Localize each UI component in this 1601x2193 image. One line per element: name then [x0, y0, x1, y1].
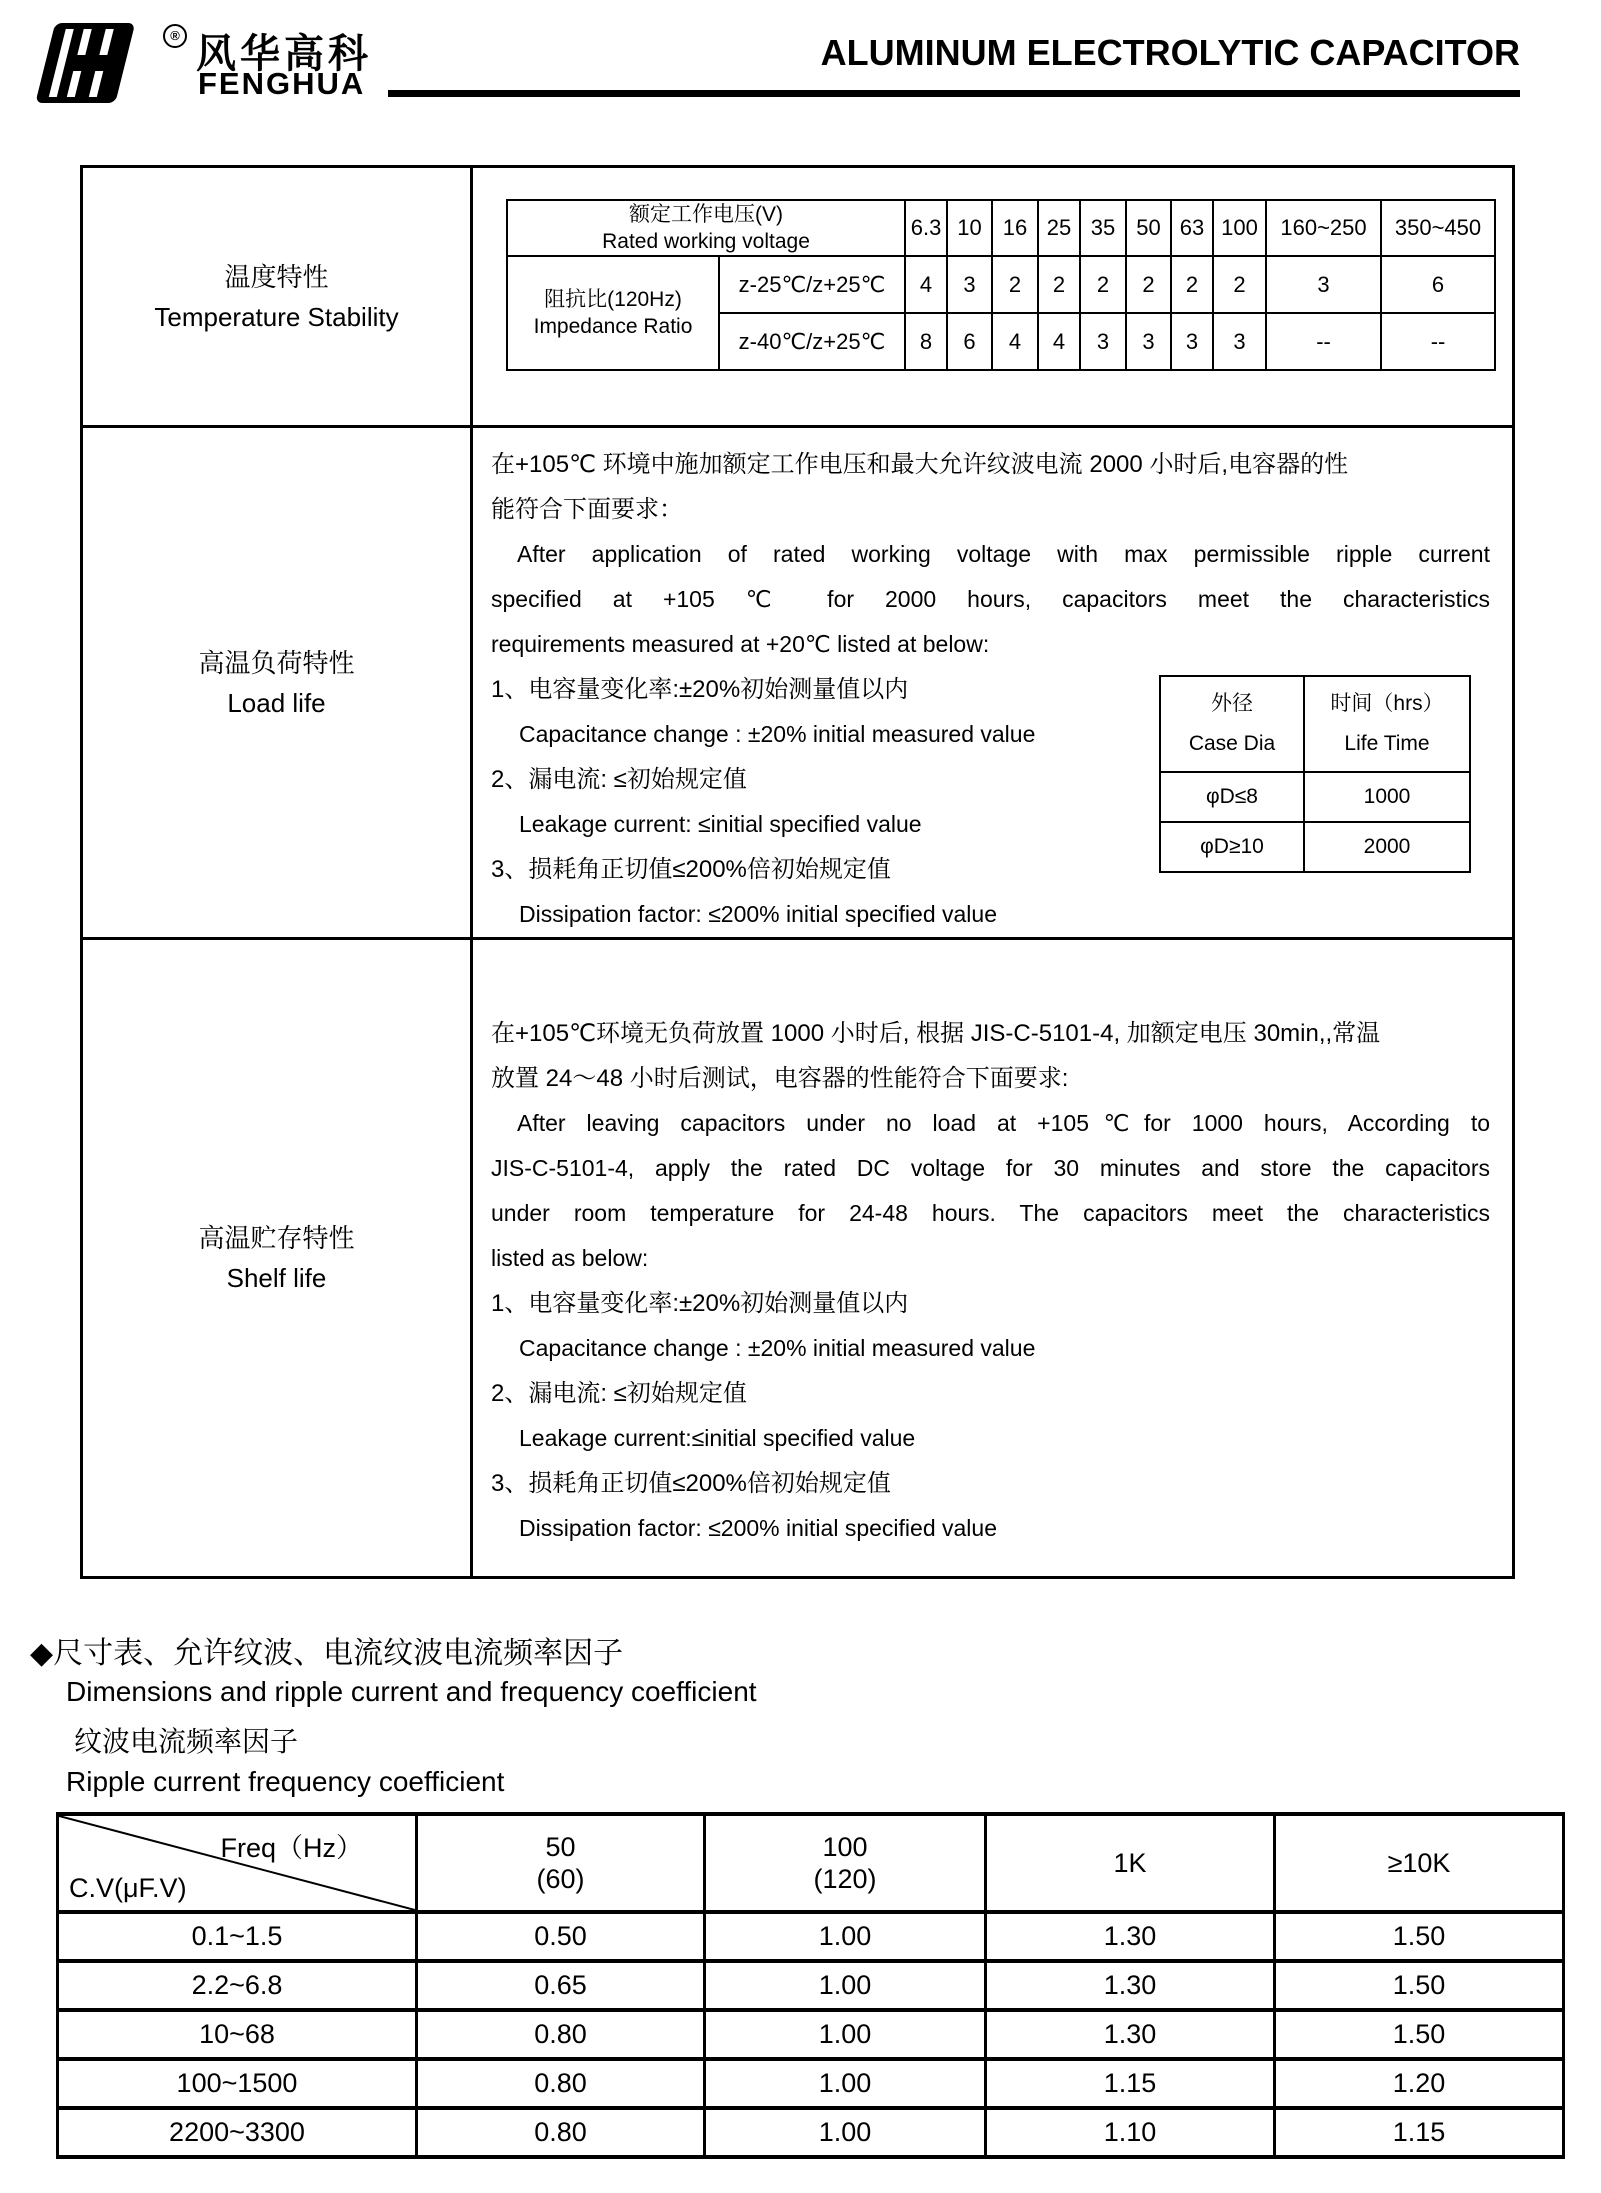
section-heading-en: Dimensions and ripple current and frequency coefficient — [66, 1676, 757, 1707]
coefficient-cell: 1.30 — [986, 1961, 1275, 2010]
life-time-header-cn: 时间（hrs） — [1330, 692, 1444, 715]
shelf-life-label — [82, 939, 472, 1578]
load-life-label-cn: 高温负荷特性 — [198, 647, 355, 678]
case-dia-header-en: Case Dia — [1188, 732, 1276, 755]
cv-range-cell: 100~1500 — [58, 2059, 417, 2108]
freq-col-header-line: 100 — [822, 1832, 868, 1862]
ratio-value: 2 — [1171, 256, 1213, 313]
cv-range-cell: 2200~3300 — [58, 2108, 417, 2157]
coefficient-cell: 1.50 — [1275, 1961, 1564, 2010]
ripple-frequency-table — [56, 1812, 1565, 2159]
voltage-col-header: 63 — [1171, 200, 1213, 256]
voltage-col-header: 50 — [1126, 200, 1171, 256]
voltage-col-header: 6.3 — [905, 200, 947, 256]
shelf-life-line: 1、电容量变化率:±20%初始测量值以内 — [491, 1290, 909, 1317]
ratio-value: 3 — [1266, 256, 1381, 313]
ratio-value: 4 — [1038, 313, 1080, 370]
freq-col-header-line: (60) — [536, 1864, 585, 1894]
title-rule — [388, 90, 1520, 97]
temperature-row — [82, 167, 1514, 427]
coefficient-cell: 0.50 — [417, 1912, 705, 1961]
freq-axis-label: Freq（Hz） — [220, 1833, 363, 1863]
shelf-life-line: JIS-C-5101-4, apply the rated DC voltage for 30 minutes and store the capacitors — [491, 1155, 1490, 1181]
coefficient-cell: 1.30 — [986, 2010, 1275, 2059]
company-name-cn: 风华高科 — [196, 32, 372, 76]
ratio-value: -- — [1381, 313, 1495, 370]
load-life-label-en: Load life — [227, 687, 326, 718]
freq-data-row — [58, 1961, 1564, 2010]
ratio-value: 3 — [1213, 313, 1266, 370]
load-life-line: Capacitance change : ±20% initial measured value — [519, 721, 1036, 747]
life-time-header — [1304, 676, 1470, 772]
section-subheading-cn: 纹波电流频率因子 — [74, 1726, 299, 1757]
life-time-header-row — [1160, 676, 1470, 772]
coefficient-cell: 1.00 — [705, 2108, 986, 2157]
impedance-ratio-table — [506, 199, 1496, 371]
voltage-col-header: 350~450 — [1381, 200, 1495, 256]
cv-axis-label: C.V(μF.V) — [69, 1873, 187, 1903]
freq-col-header-line: ≥10K — [1387, 1848, 1451, 1878]
rated-voltage-header-en: Rated working voltage — [602, 230, 810, 253]
load-life-line: 2、漏电流: ≤初始规定值 — [491, 766, 747, 793]
section-subheading-en: Ripple current frequency coefficient — [66, 1766, 505, 1797]
company-name-en: FENGHUA — [198, 66, 366, 101]
freq-col-header — [417, 1814, 705, 1912]
freq-col-header-line: 1K — [1113, 1848, 1147, 1878]
load-life-line: After application of rated working voltage with max permissible ripple current — [517, 541, 1490, 567]
freq-col-header — [986, 1814, 1275, 1912]
life-time-row — [1160, 772, 1470, 822]
voltage-col-header: 25 — [1038, 200, 1080, 256]
shelf-life-line: Dissipation factor: ≤200% initial specified value — [519, 1515, 997, 1541]
shelf-life-label-en: Shelf life — [226, 1263, 327, 1293]
shelf-life-line: After leaving capacitors under no load at +105℃for 1000 hours, According to — [517, 1110, 1490, 1136]
load-life-line: specified at +105 ℃ for 2000 hours, capacitors meet the characteristics — [491, 586, 1490, 612]
case-dia-value: φD≤8 — [1160, 772, 1304, 822]
freq-col-header — [705, 1814, 986, 1912]
ratio-value: 2 — [992, 256, 1038, 313]
freq-header-row — [58, 1814, 1564, 1912]
section-heading-cn: ◆尺寸表、允许纹波、电流纹波电流频率因子 — [30, 1637, 624, 1670]
load-life-line: Dissipation factor: ≤200% initial specified value — [519, 901, 997, 927]
shelf-life-line: Leakage current:≤initial specified value — [519, 1425, 916, 1451]
page-title: ALUMINUM ELECTROLYTIC CAPACITOR — [820, 32, 1520, 73]
coefficient-cell: 1.00 — [705, 1961, 986, 2010]
load-life-row — [82, 427, 1514, 939]
voltage-col-header: 100 — [1213, 200, 1266, 256]
temperature-label — [82, 167, 472, 427]
coefficient-cell: 1.20 — [1275, 2059, 1564, 2108]
condition-z-40: z-40℃/z+25℃ — [719, 313, 905, 370]
load-life-line: Leakage current: ≤initial specified value — [519, 811, 922, 837]
ratio-value: 3 — [1126, 313, 1171, 370]
coefficient-cell: 1.50 — [1275, 1912, 1564, 1961]
ratio-row-25 — [507, 256, 1495, 313]
cv-range-cell: 0.1~1.5 — [58, 1912, 417, 1961]
ratio-value: -- — [1266, 313, 1381, 370]
fenghua-logo-icon — [32, 20, 164, 106]
life-time-header-en: Life Time — [1344, 732, 1430, 755]
coefficient-cell: 1.00 — [705, 1912, 986, 1961]
shelf-life-line: 2、漏电流: ≤初始规定值 — [491, 1380, 747, 1407]
cv-range-cell: 10~68 — [58, 2010, 417, 2059]
ratio-value: 3 — [947, 256, 992, 313]
temperature-content — [472, 167, 1514, 427]
coefficient-cell: 0.65 — [417, 1961, 705, 2010]
characteristics-table — [80, 165, 1515, 1579]
freq-col-header-line: 50 — [545, 1832, 576, 1862]
ratio-value: 3 — [1080, 313, 1126, 370]
ratio-value: 8 — [905, 313, 947, 370]
shelf-life-content — [472, 939, 1514, 1578]
shelf-life-line: Capacitance change : ±20% initial measured value — [519, 1335, 1036, 1361]
freq-col-header — [1275, 1814, 1564, 1912]
shelf-life-line: 放置 24～48 小时后测试，电容器的性能符合下面要求: — [491, 1065, 1069, 1092]
life-time-value: 1000 — [1304, 772, 1470, 822]
freq-data-row — [58, 2059, 1564, 2108]
voltage-col-header: 10 — [947, 200, 992, 256]
life-time-row — [1160, 822, 1470, 872]
coefficient-cell: 0.80 — [417, 2108, 705, 2157]
temperature-label-cn: 温度特性 — [224, 261, 329, 292]
freq-corner-cell — [58, 1814, 417, 1912]
ratio-value: 2 — [1213, 256, 1266, 313]
impedance-ratio-label-cn: 阻抗比(120Hz) — [544, 288, 682, 311]
load-life-line: 1、电容量变化率:±20%初始测量值以内 — [491, 676, 909, 703]
coefficient-cell: 1.00 — [705, 2010, 986, 2059]
temperature-label-en: Temperature Stability — [154, 301, 399, 332]
voltage-col-header: 35 — [1080, 200, 1126, 256]
load-life-line: requirements measured at +20℃ listed at below: — [491, 631, 990, 657]
ratio-value: 2 — [1126, 256, 1171, 313]
shelf-life-line: under room temperature for 24-48 hours. The capacitors meet the characteristics — [491, 1200, 1490, 1226]
load-life-content — [472, 427, 1514, 939]
life-time-table — [1159, 675, 1471, 873]
rated-voltage-header-cn: 额定工作电压(V) — [629, 203, 783, 226]
coefficient-cell: 1.50 — [1275, 2010, 1564, 2059]
rated-voltage-header — [507, 200, 905, 256]
shelf-life-text — [473, 965, 1512, 1551]
cv-range-cell: 2.2~6.8 — [58, 1961, 417, 2010]
impedance-ratio-label — [507, 256, 719, 370]
coefficient-cell: 1.30 — [986, 1912, 1275, 1961]
shelf-life-row — [82, 939, 1514, 1578]
freq-col-header-line: (120) — [813, 1864, 877, 1894]
ratio-value: 6 — [1381, 256, 1495, 313]
voltage-header-row — [507, 200, 1495, 256]
case-dia-header — [1160, 676, 1304, 772]
coefficient-cell: 1.10 — [986, 2108, 1275, 2157]
load-life-label — [82, 427, 472, 939]
load-life-line: 3、损耗角正切值≤200%倍初始规定值 — [491, 856, 891, 883]
case-dia-header-cn: 外径 — [1211, 692, 1253, 715]
coefficient-cell: 1.15 — [1275, 2108, 1564, 2157]
ratio-value: 2 — [1080, 256, 1126, 313]
life-time-value: 2000 — [1304, 822, 1470, 872]
load-life-line: 能符合下面要求： — [491, 496, 683, 523]
shelf-life-line: 在+105℃环境无负荷放置 1000 小时后, 根据 JIS-C-5101-4, 加额定电压 30min,,常温 — [491, 1020, 1381, 1047]
impedance-ratio-label-en: Impedance Ratio — [533, 315, 693, 338]
voltage-col-header: 160~250 — [1266, 200, 1381, 256]
coefficient-cell: 0.80 — [417, 2010, 705, 2059]
ratio-value: 3 — [1171, 313, 1213, 370]
shelf-life-label-cn: 高温贮存特性 — [198, 1223, 355, 1253]
coefficient-cell: 0.80 — [417, 2059, 705, 2108]
freq-data-row — [58, 2108, 1564, 2157]
freq-data-row — [58, 2010, 1564, 2059]
ratio-value: 6 — [947, 313, 992, 370]
ratio-value: 4 — [992, 313, 1038, 370]
voltage-col-header: 16 — [992, 200, 1038, 256]
case-dia-value: φD≥10 — [1160, 822, 1304, 872]
ratio-value: 2 — [1038, 256, 1080, 313]
coefficient-cell: 1.15 — [986, 2059, 1275, 2108]
registered-trademark-icon: ® — [163, 24, 187, 48]
coefficient-cell: 1.00 — [705, 2059, 986, 2108]
shelf-life-line: 3、损耗角正切值≤200%倍初始规定值 — [491, 1470, 891, 1497]
freq-data-row — [58, 1912, 1564, 1961]
shelf-life-line: listed as below: — [491, 1245, 649, 1271]
ratio-value: 4 — [905, 256, 947, 313]
load-life-line: 在+105℃ 环境中施加额定工作电压和最大允许纹波电流 2000 小时后,电容器的性 — [491, 451, 1349, 478]
condition-z-25: z-25℃/z+25℃ — [719, 256, 905, 313]
